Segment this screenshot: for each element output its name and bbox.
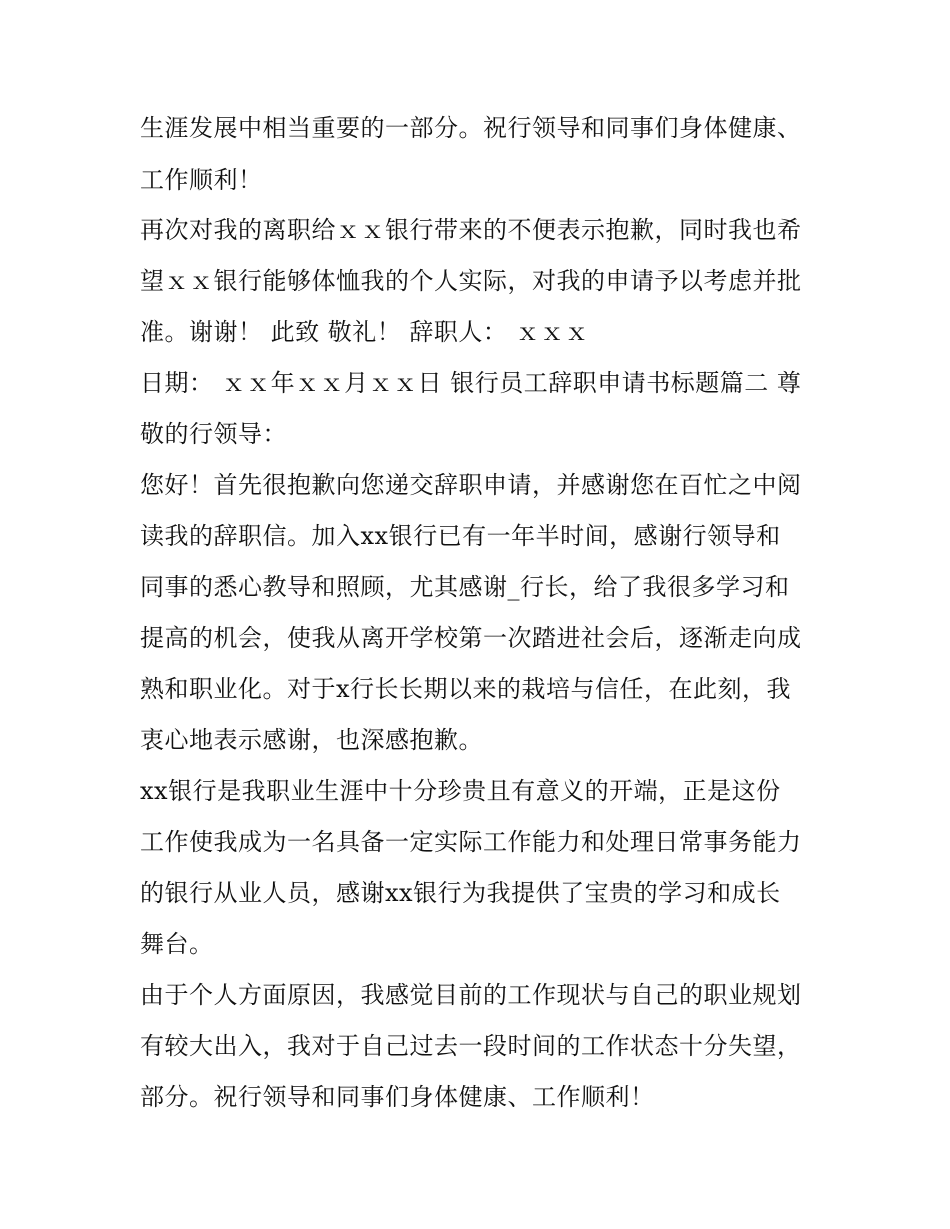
text-line: 望ｘｘ银行能够体恤我的个人实际，对我的申请予以考虑并批 [140, 267, 802, 295]
text-line: 提高的机会，使我从离开学校第一次踏进社会后，逐渐走向成 [140, 624, 802, 652]
text-line: 有较大出入，我对于自己过去一段时间的工作状态十分失望， [140, 1032, 802, 1060]
text-line: 准。谢谢！ 此致 敬礼！ 辞职人： ｘｘｘ [140, 318, 590, 346]
text-line: 再次对我的离职给ｘｘ银行带来的不便表示抱歉，同时我也希 [140, 216, 802, 244]
text-line: 生涯发展中相当重要的一部分。祝行领导和同事们身体健康、 [140, 114, 802, 142]
text-line: 熟和职业化。对于x行长长期以来的栽培与信任，在此刻，我 [140, 675, 792, 703]
text-line: 读我的辞职信。加入xx银行已有一年半时间，感谢行领导和 [140, 522, 781, 550]
text-line: 由于个人方面原因，我感觉目前的工作现状与自己的职业规划 [140, 981, 802, 1009]
text-line: 衷心地表示感谢，也深感抱歉。 [140, 726, 483, 754]
text-line: 工作顺利！ [140, 166, 263, 194]
text-line: 工作使我成为一名具备一定实际工作能力和处理日常事务能力 [140, 828, 802, 856]
text-line: 同事的悉心教导和照顾，尤其感谢_行长，给了我很多学习和 [140, 573, 790, 601]
text-line: 敬的行领导： [140, 420, 287, 448]
text-line: 舞台。 [140, 930, 214, 958]
text-line: 的银行从业人员，感谢xx银行为我提供了宝贵的学习和成长 [140, 879, 781, 907]
text-line: 您好！首先很抱歉向您递交辞职申请，并感谢您在百忙之中阅 [140, 471, 802, 499]
text-line: 部分。祝行领导和同事们身体健康、工作顺利！ [140, 1083, 655, 1111]
text-line: xx银行是我职业生涯中十分珍贵且有意义的开端，正是这份 [140, 777, 781, 805]
text-line: 日期： ｘｘ年ｘｘ月ｘｘ日 银行员工辞职申请书标题篇二 尊 [140, 369, 802, 397]
